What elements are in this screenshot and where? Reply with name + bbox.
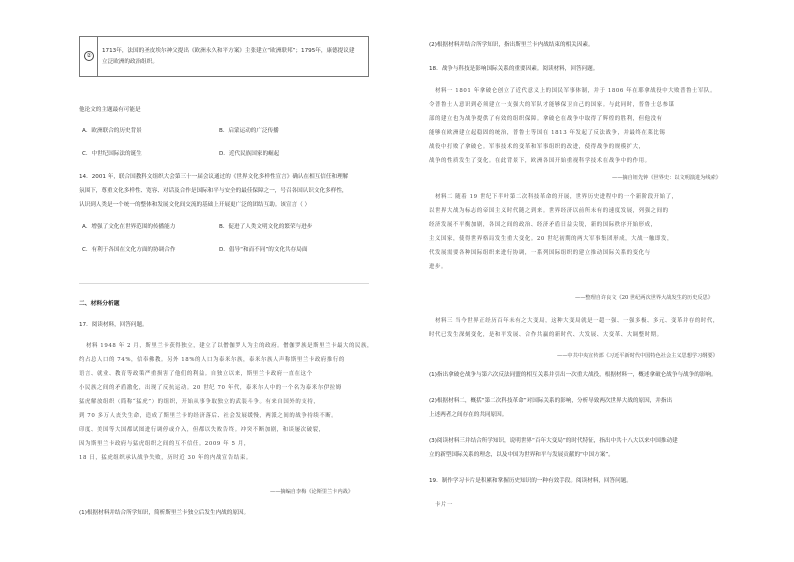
q14-option-a[interactable]: A．增强了文化在世界范围的传播能力 [82,224,176,230]
table-cell-line-2: 立泛欧洲的政治组织。 [102,59,158,65]
q17-source: ——摘编自李梅《论斯里兰卡内战》 [270,489,354,495]
q17-material-line-3: 语言、就业、教育等政策严重损害了他们的利益。自独立以来，斯里兰卡政府一直在这个 [79,371,313,377]
q17-material-line-1: 材料 1948 年 2 月，斯里兰卡获得独立，建立了以僧伽罗人为主的政府。僧伽罗族是斯里兰卡最大的民族， [86,343,373,349]
q18-m2-line-4: 主义国家，使得世界格局发生重大变化。20 世纪初期的两大军事集团形成，大战一触即发， [429,236,674,242]
q18-subquestion-3-line-1: (3)阅读材料三并结合所学知识，说明世界“百年大变局”的时代特征，指出中共十八大以来中国推动建 [429,438,678,444]
q13-option-d[interactable]: D．近代民族国家的崛起 [219,151,280,157]
q18-subquestion-2-line-2: 上述两者之间存在的共同原因。 [429,412,508,418]
q14-line-3: 认识到人类是一个统一的整体和发展文化间交流的基础上开展更广泛的团结互助。该宣言（ ） [79,202,311,208]
section-title-material-analysis: 二、材料分析题 [79,301,120,307]
q18-m1-source: ——摘自钮先钟《世界史：以文明演进为线索》 [612,175,721,181]
q18-m2-line-2: 以世界大战为标志的帝国主义时代随之到来。世界经济以前所未有的速度发展，列强之间的 [429,208,669,214]
q18-subquestion-3-line-2: 立的新型国际关系的理念，以及中国为世界和平与发展贡献的“中国方案”。 [429,452,614,458]
q18-m2-line-3: 经济发展不平衡加剧，各国之间的政治、经济矛盾日益尖锐，新的国际秩序开始形成， [429,222,657,228]
q18-m1-line-1: 材料一 1801 年拿破仑创立了近代意义上的国民军事体制，并于 1806 年在耶拿战役中大败普鲁士军队。 [435,88,717,94]
table-cell-line-1: 1713年，法国的圣皮埃尔神父提出《欧洲永久和平方案》主张建立“欧洲联邦”；1795年，康德提议建 [102,48,355,54]
q13-option-c[interactable]: C．中世纪国际法的诞生 [82,151,142,157]
q18-m3-source: ——中共中央宣传部《习近平新时代中国特色社会主义思想学习纲要》 [557,353,718,359]
q18-m2-line-1: 材料二 随着 19 世纪下半叶第二次科技革命的开展，世界历史进程中的一个新阶段开始了， [435,194,678,200]
q17-material-line-7: 印度、美国等大国都试图进行调停或介入，但都以失败告终。冲突不断加剧，和谈屡次破裂， [79,427,325,433]
q18-m1-line-4: 能够在欧洲建立起稳固的统治，普鲁士等国在 1813 年发起了反法战争，并最终在莱比锡 [429,130,666,136]
q13-stem: 他论文的主题最有可能是 [79,107,141,113]
q13-option-a[interactable]: A．欧洲联合的历史背景 [82,128,142,134]
q14-option-d[interactable]: D．倡导“和而不同”的文化共存局面 [219,247,308,253]
q14-option-c[interactable]: C．有利于各国在文化方面的协调合作 [82,247,176,253]
q18-m3-line-1: 材料三 当今世界正经历百年未有之大变局，这种大变局就是一超一强、一强多极、多元、变革并存的时代， [435,318,719,324]
q17-material-line-4: 小民族之间的矛盾激化，出现了反抗运动。20 世纪 70 年代，泰米尔人中的一个名为泰米尔伊拉姆 [79,385,342,391]
q14-line-2: 氛围下，尊重文化多样性、宽容、对话及合作是国际和平与安全的最佳保障之一，号召各国认识文化多样性， [79,188,348,194]
q18-subquestion-2-line-1: (2)根据材料二，概括“第二次科技革命”对国际关系的影响，分析导致两次世界大战的原因，并指出 [429,398,673,404]
q17-material-line-5: 猛虎解放组织（简称“猛虎”）的组织，开始从事争取独立的武装斗争。有来自国外的支持， [79,399,320,405]
q18-m1-line-5: 战役中打败了拿破仑。军事技术的变革和军事组织的改进，使得战争的规模扩大， [429,144,645,150]
q17-subquestion-2: (2)根据材料并结合所学知识，指出斯里兰卡内战结束的相关因素。 [429,42,594,48]
q18-m2-line-6: 进步。 [429,264,447,270]
q17-stem: 17．阅读材料，回答问题。 [79,322,148,328]
q18-m1-line-2: 令普鲁士人意识到必须建立一支强大的军队才能够保卫自己的国家。与此同时，普鲁士总参谋 [429,102,675,108]
q13-option-b[interactable]: B．启蒙运动的广泛传播 [219,128,279,134]
q18-stem: 18．战争与科技是影响国际关系的重要因素。阅读材料，回答问题。 [429,66,599,72]
q18-m2-source: ——整理自许良文《20 世纪两次世界大战发生的历史反思》 [575,295,713,301]
q18-m1-line-3: 部的建立也为战争提供了有效的组织保障。拿破仑在战争中取得了辉煌的胜利，但他没有 [429,116,663,122]
q19-card-label: 卡片一 [435,502,453,508]
q18-m3-line-2: 时代已发生深刻变化，是和平发展、合作共赢的新时代、大发展、大变革、大调整时期。 [429,332,663,338]
q18-m1-line-6: 战争的性质发生了变化。在此背景下，欧洲各国开始重视科学技术在战争中的作用。 [429,158,651,164]
section-divider [79,283,369,284]
q14-option-b[interactable]: B．促进了人类文明文化的繁荣与进步 [219,224,313,230]
q19-stem: 19．制作学习卡片是积累和掌握历史知识的一种有效手段。阅读材料，回答问题。 [429,478,632,484]
q17-material-line-8: 因为斯里兰卡政府与猛虎组织之间的互不信任。2009 年 5 月， [79,441,250,447]
q17-subquestion-1: (1)根据材料并结合所学知识，简析斯里兰卡独立后发生内战的原因。 [79,510,250,516]
q17-material-line-6: 到 70 多万人丧失生命，造成了斯里兰卡的经济落后、社会发展缓慢，两派之间的战争持续不断。 [79,413,338,419]
q17-material-line-9: 18 日，猛虎组织承认战争失败，历时近 30 年的内战宣告结束。 [79,455,252,461]
q18-subquestion-1: (1)指出拿破仑战争与第六次反法同盟的相互关系并引出一次重大战役，根据材料一，概述拿破仑战争与战争的影响。 [429,372,717,378]
circled-number-marker: ② [84,51,94,61]
quote-table [79,36,369,77]
q18-m2-line-5: 代发展需要各种国际组织来进行协调，一系列国际组织的建立推动国际关系的变化与 [429,250,651,256]
q14-line-1: 14．2001 年，联合国教科文组织大会第三十一届会议通过的《世界文化多样性宣言》确认在相互信任和理解 [79,174,349,180]
right-column [397,0,794,562]
q17-material-line-2: 约占总人口的 74%，信奉佛教。另外 18%的人口为泰米尔族，泰米尔族人声称斯里兰卡政府推行的 [79,357,345,363]
table-divider [97,37,98,76]
